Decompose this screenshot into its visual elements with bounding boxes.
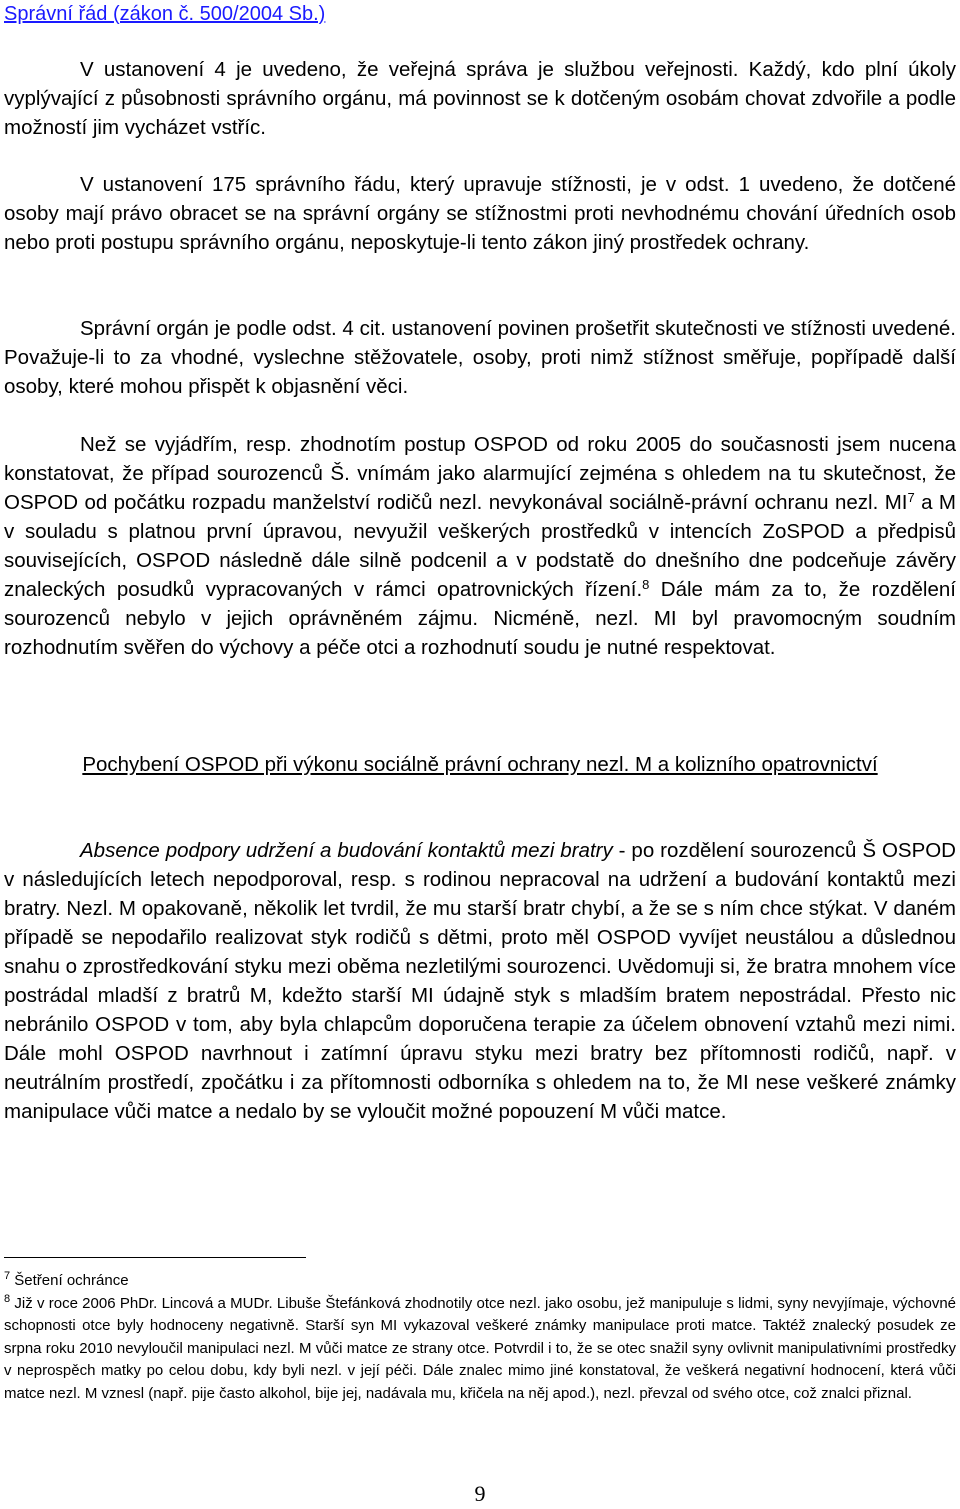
paragraph-lead-italic: Absence podpory udržení a budování kontaktů mezi bratry xyxy=(80,839,613,862)
paragraph-assessment-text-2: a M v souladu s platnou první úpravou, nevyužil veškerých prostředků v intencích ZoSPOD a předpisů souvisejících, OSPOD následně dále silně podcenil a v podstatě do dnešního dne podceňuje závěry znaleckých posudků vypracovaných v rámci opatrovnických řízení. xyxy=(4,491,956,601)
paragraph-public-service: V ustanovení 4 je uvedeno, že veřejná správa je službou veřejnosti. Každý, kdo plní úkoly vyplývající z působnosti správního orgánu, má povinnost se k dotčeným osobám chovat zdvořile a podle možností jim vycházet vstříc. xyxy=(4,58,956,139)
footnotes xyxy=(4,1270,956,1405)
paragraph-absence-text: - po rozdělení sourozenců Š OSPOD v následujících letech nepodporoval, resp. s rodinou nepracoval na udržení a budování kontaktů mezi bratry. Nezl. M opakovaně, několik let tvrdil, že mu starší bratr chybí, a že se s ním chce stýkat. V daném případě se nepodařilo realizovat styk rodičů s dětmi, proto měl OSPOD vyvíjet neustálou a důslednou snahu o zprostředkování styku mezi oběma nezletilými sourozenci. Uvědomuji si, že bratra mnohem více postrádal mladší z bratrů M, kdežto starší MI údajně styk s mladším bratem nepostrádal. Přesto nic nebránilo OSPOD v tom, aby byla chlapcům doporučena terapie za účelem obnovení vztahů mezi nimi. Dále mohl OSPOD navrhnout i zatímní úpravu styku mezi bratry bez přítomnosti rodičů, např. v neutrálním prostředí, zpočátku i za přítomnosti odborníka s ohledem na to, že MI nese veškeré známky manipulace vůči matce a nedalo by se vyloučit možné popouzení M vůči matce. xyxy=(4,839,956,1123)
footnote-mark: 8 xyxy=(4,1292,11,1305)
paragraph-assessment-text-1: Než se vyjádřím, resp. zhodnotím postup OSPOD od roku 2005 do současnosti jsem nucena konstatovat, že případ sourozenců Š. vnímám jako alarmující zejména s ohledem na tu skutečnost, že OSPOD od počátku rozpadu manželství rodičů nezl. nevykonával sociálně-právní ochranu nezl. MI xyxy=(4,433,956,514)
paragraph-complaints: V ustanovení 175 správního řádu, který upravuje stížnosti, je v odst. 1 uvedeno, že dotčené osoby mají právo obracet se na správní orgány se stížnostmi proti nevhodnému chování úředních osob nebo proti postupu správního orgánu, neposkytuje-li tento zákon jiný prostředek ochrany. xyxy=(4,173,956,254)
paragraph-assessment-text-3: Dále mám za to, že rozdělení sourozenců nebylo v jejich oprávněném zájmu. Nicméně, nezl. MI byl pravomocným soudním rozhodnutím svěřen do výchovy a péče otci a rozhodnutí soudu je nutné respektovat. xyxy=(4,578,956,659)
section-heading: Pochybení OSPOD při výkonu sociálně právní ochrany nezl. M a kolizního opatrovnictví xyxy=(82,753,878,776)
footnote-text: Šetření ochránce xyxy=(14,1272,129,1289)
footnote-text: Již v roce 2006 PhDr. Lincová a MUDr. Libuše Štefánková zhodnotily otce nezl. jako osobu, jež manipuluje s lidmi, syny nevyjímaje, výchovné schopnosti otce byly hodnoceny negativně. Starší syn MI vykazoval veškeré známky manipulace proti matce. Taktéž znalecký posudek ze srpna roku 2010 nevyloučil manipulaci nezl. M vůči matce ze strany otce. Potvrdil i to, že se otec snažil syny ovlivnit manipulativními prostředky v neprospěch matky po celou dobu, kdy byli nezl. v její péči. Dále znalec mimo jiné konstatoval, že veškerá negativní hodnocení, která vůči matce nezl. M vznesl (např. pije často alkohol, bije jej, nadávala mu, křičela na něj apod.), nezl. převzal od svého otce, což znalci přiznal. xyxy=(4,1294,956,1402)
paragraph-assessment xyxy=(4,430,956,662)
footnote-7 xyxy=(4,1270,956,1293)
paragraph-investigation: Správní orgán je podle odst. 4 cit. ustanovení povinen prošetřit skutečnosti ve stížnosti uvedené. Považuje-li to za vhodné, vyslechne stěžovatele, osoby, proti nimž stížnost směřuje, popřípadě další osoby, které mohou přispět k objasnění věci. xyxy=(4,317,956,398)
footnote-ref-8[interactable]: 8 xyxy=(642,577,650,592)
footnote-mark: 7 xyxy=(4,1270,11,1282)
paragraph-absence-of-support xyxy=(4,836,956,1126)
page-number: 9 xyxy=(474,1481,486,1506)
document-title-link[interactable]: Správní řád (zákon č. 500/2004 Sb.) xyxy=(4,3,326,25)
footnote-ref-7[interactable]: 7 xyxy=(907,490,915,505)
footnote-separator xyxy=(4,1257,306,1258)
footnote-8 xyxy=(4,1293,956,1406)
